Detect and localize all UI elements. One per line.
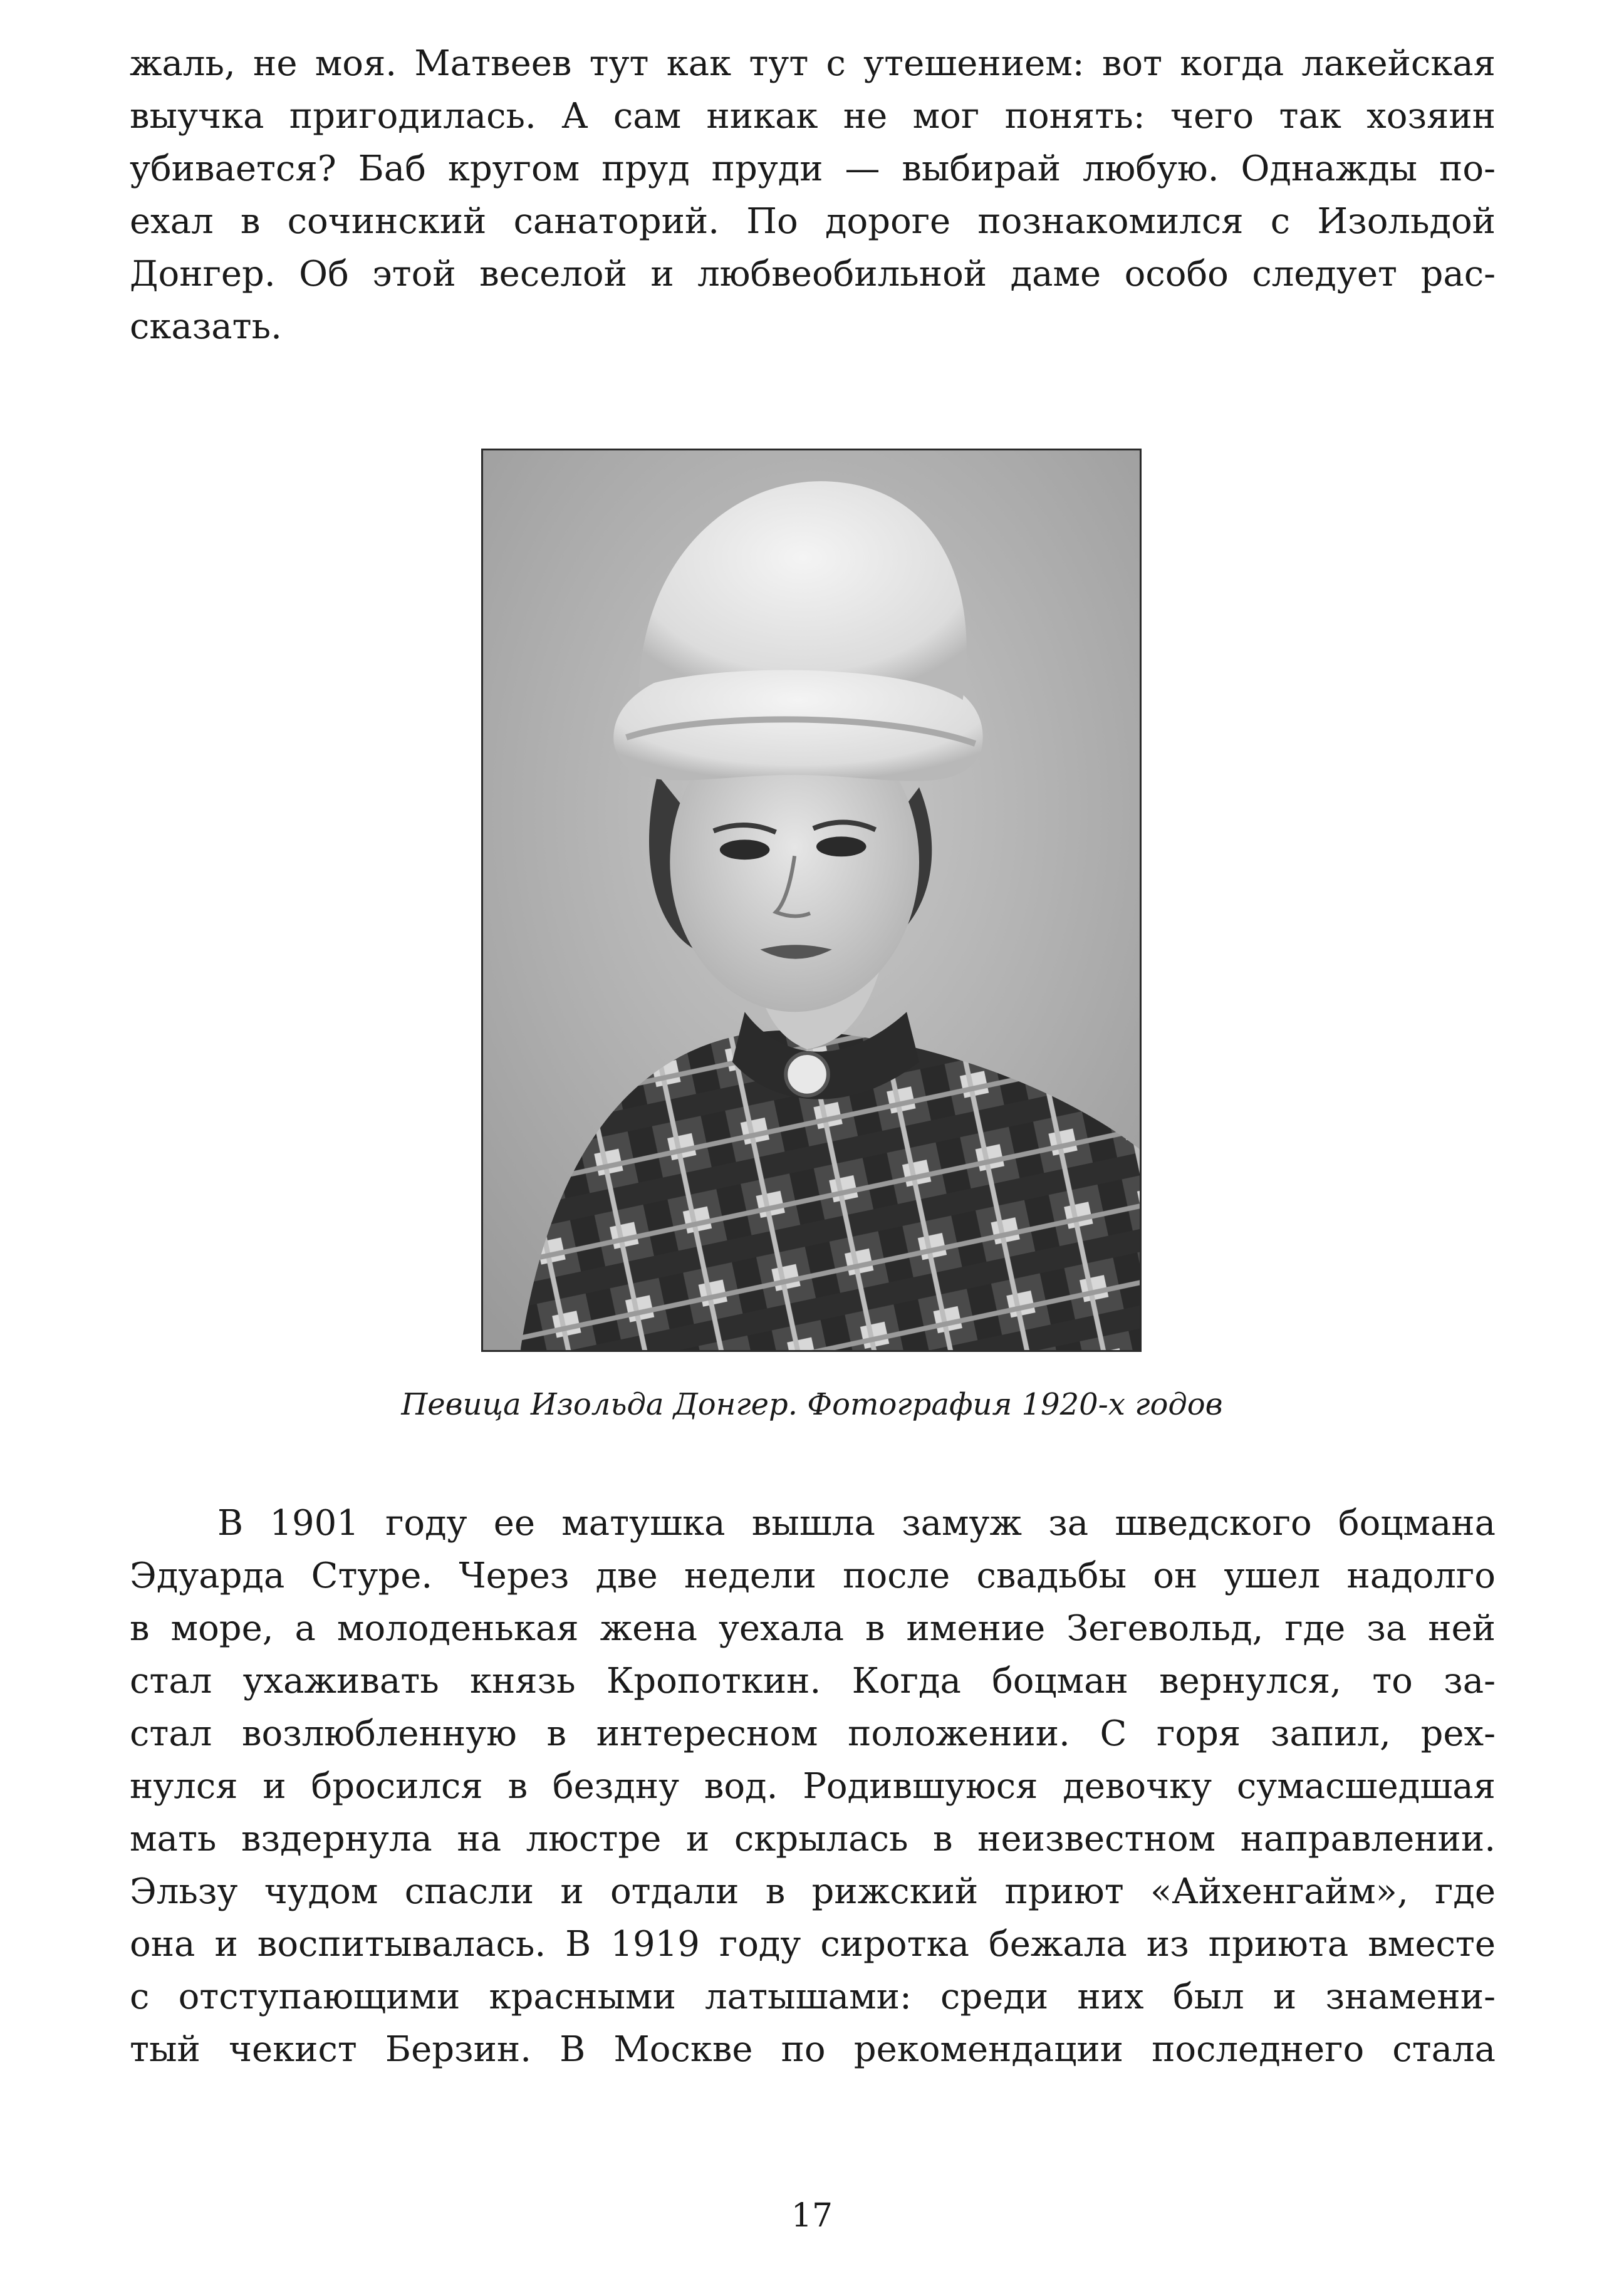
text-line: ехал в сочинский санаторий. По дороге познакомился с Изольдой [130, 201, 1496, 242]
text-line: с отступающими красными латышами: среди них был и знамени- [130, 1977, 1496, 2017]
text-line: стал ухаживать князь Кропоткин. Когда боцман вернулся, то за- [130, 1661, 1496, 1701]
text-line: выучка пригодилась. А сам никак не мог понять: чего так хозяин [130, 96, 1496, 137]
figure-caption: Певица Изольда Донгер. Фотография 1920-х годов [401, 1387, 1223, 1422]
text-line: стал возлюбленную в интересном положении. С горя запил, рех- [130, 1713, 1496, 1754]
top-paragraph [130, 38, 1496, 353]
text-line: в море, а молоденькая жена уехала в имение Зегевольд, где за ней [130, 1608, 1496, 1649]
text-line: Донгер. Об этой веселой и любвеобильной даме особо следует рас- [130, 254, 1496, 294]
text-line: убивается? Баб кругом пруд пруди — выбирай любую. Однажды по- [130, 148, 1496, 189]
text-line: мать вздернула на люстре и скрылась в неизвестном направлении. [130, 1819, 1496, 1859]
text-line: В 1901 году ее матушка вышла замуж за шведского боцмана [217, 1503, 1496, 1544]
text-line: Эдуарда Стуре. Через две недели после свадьбы он ушел надолго [130, 1556, 1496, 1596]
text-line: она и воспитывалась. В 1919 году сиротка бежала из приюта вместе [130, 1924, 1496, 1965]
text-line: нулся и бросился в бездну вод. Родившуюся девочку сумасшедшая [130, 1766, 1496, 1807]
bottom-paragraph [130, 1497, 1496, 2076]
page-number: 17 [791, 2197, 833, 2235]
portrait-illustration [483, 450, 1140, 1350]
text-line: Эльзу чудом спасли и отдали в рижский приют «Айхенгайм», где [130, 1871, 1496, 1912]
text-line: сказать. [130, 306, 282, 347]
text-line: тый чекист Берзин. В Москве по рекомендации последнего стала [130, 2029, 1496, 2070]
text-line: жаль, не моя. Матвеев тут как тут с утешением: вот когда лакейская [130, 43, 1496, 84]
portrait-photo [481, 449, 1142, 1352]
